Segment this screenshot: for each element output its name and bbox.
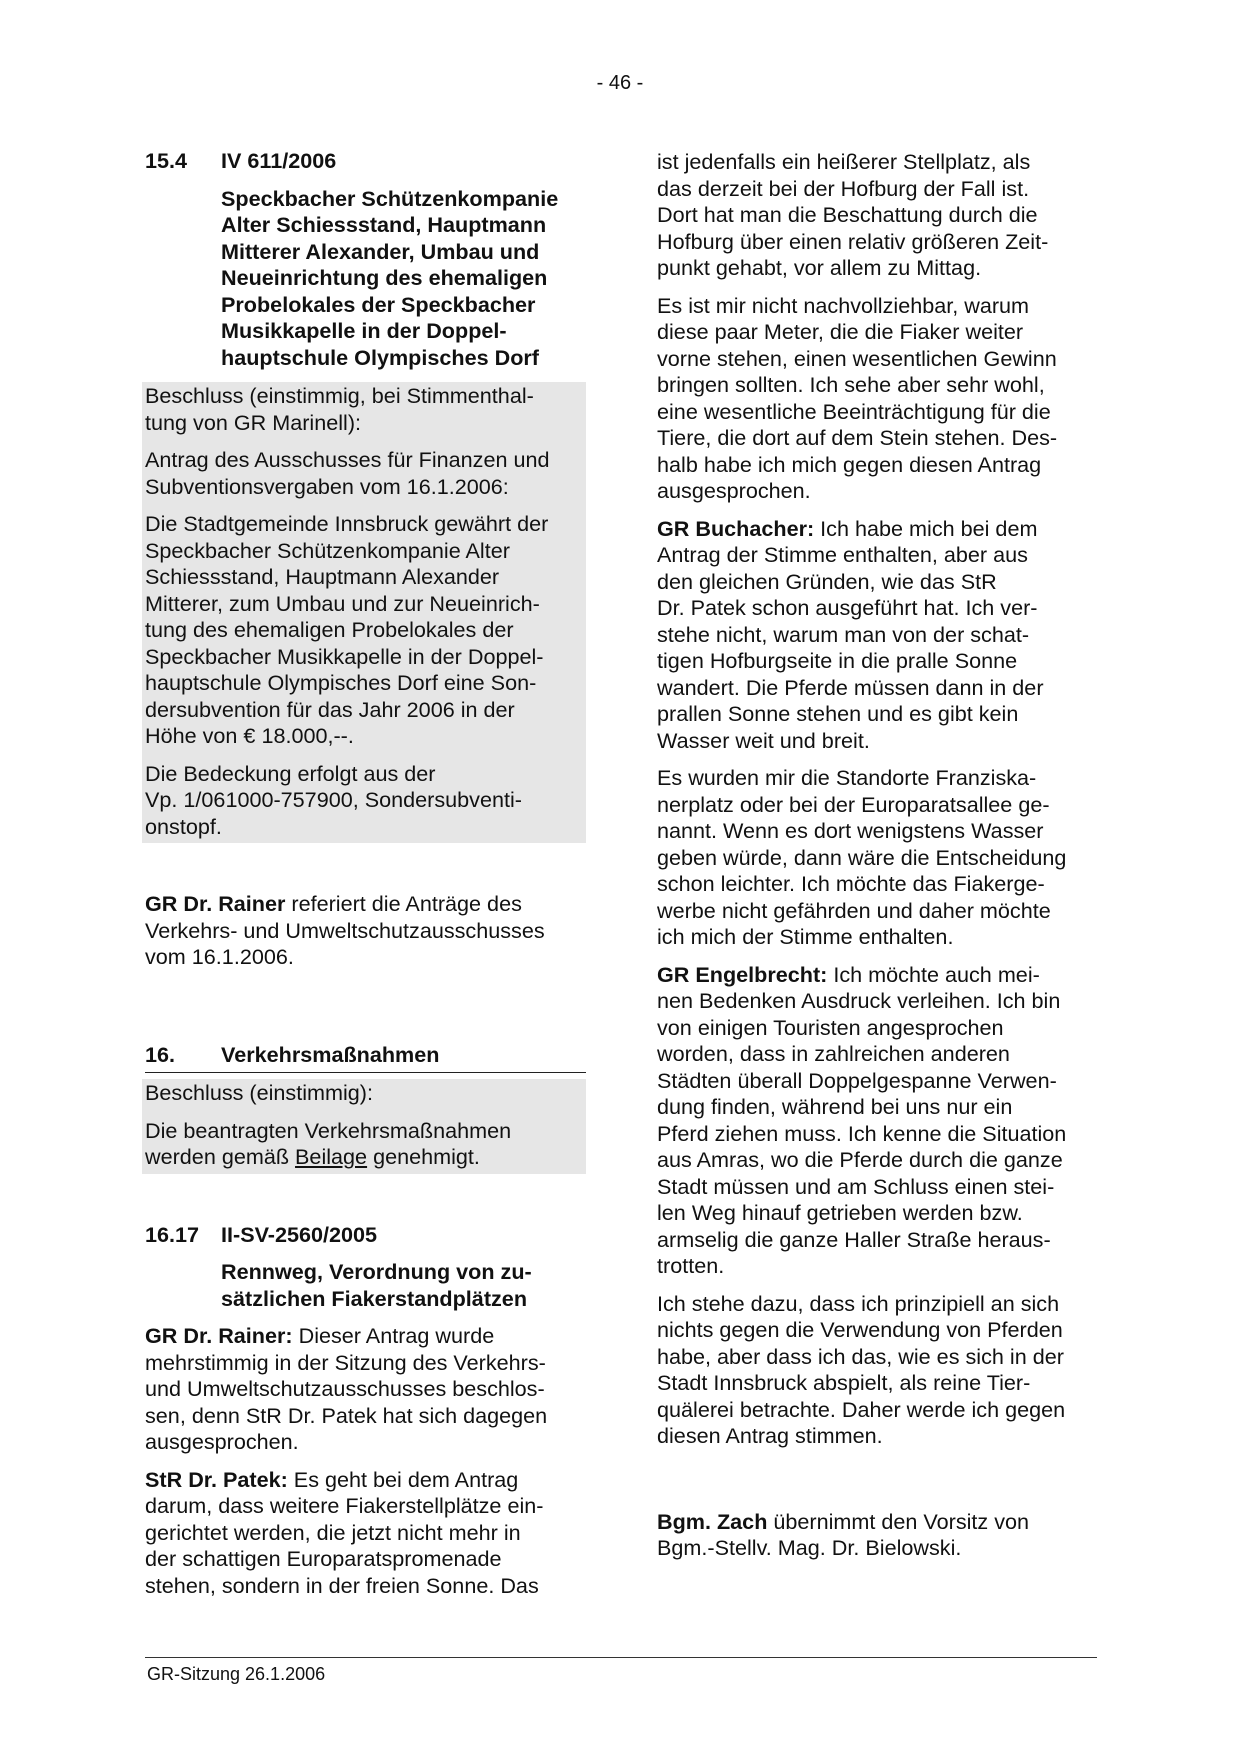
- engelbrecht-statement: GR Engelbrecht: Ich möchte auch mei- nen Bedenken Ausdruck verleihen. Ich bin von einigen Touristen angesprochen worden, dass in zahlreichen anderen Städten überall Doppelgespanne Verwen- dung finden, während bei uns nur ein Pferd ziehen muss. Ich kenne die Situation aus Amras, wo die Pferde durch die ganze Stadt müssen und am Schluss einen stei- len Weg hinauf getrieben werden bzw. armselig die ganze Haller Straße heraus- trotten.: [657, 961, 1067, 1278]
- speaker-name: Bgm. Zach: [657, 1508, 768, 1534]
- item-title-15-4: [221, 186, 586, 372]
- speaker-name: StR Dr. Patek:: [145, 1466, 288, 1492]
- zach-chair-note: Bgm. Zach übernimmt den Vorsitz von Bgm.-Stellv. Mag. Dr. Bielowski.: [657, 1508, 1030, 1560]
- title-line: Rennweg, Verordnung von zu-: [221, 1259, 532, 1284]
- item-heading-16-17: [145, 1222, 586, 1249]
- page-number: - 46 -: [596, 72, 644, 94]
- right-column: [657, 149, 1097, 1573]
- beilage-link[interactable]: Beilage: [295, 1144, 368, 1169]
- rainer-intro-paragraph: GR Dr. Rainer referiert die Anträge des Verkehrs- und Umweltschutzausschusses vom 16.1.2006.: [145, 891, 545, 969]
- title-line: hauptschule Olympisches Dorf: [221, 344, 539, 370]
- title-line: Mitterer Alexander, Umbau und: [221, 238, 540, 264]
- coverage-text: Die Bedeckung erfolgt aus der Vp. 1/061000-757900, Sondersubventi- onstopf.: [145, 760, 522, 839]
- title-line: Probelokales der Speckbacher: [221, 291, 536, 317]
- resolution-box-15-4: [142, 382, 586, 843]
- speaker-name: GR Dr. Rainer: [145, 891, 286, 916]
- item-heading-15-4: [145, 148, 586, 175]
- section-title: Verkehrsmaßnahmen: [221, 1041, 440, 1067]
- decision-text: Beschluss (einstimmig, bei Stimmenthal- tung von GR Marinell):: [145, 383, 534, 435]
- title-line: Neueinrichtung des ehemaligen: [221, 265, 548, 290]
- footer-session-date: GR-Sitzung 26.1.2006: [147, 1664, 326, 1684]
- engelbrecht-paragraph-2: Ich stehe dazu, dass ich prinzipiell an sich nichts gegen die Verwendung von Pferden habe, aber dass ich das, wie es sich in der Stadt Innsbruck abspielt, als reine Tier- quälerei betrachte. Daher werde ich gegen diesen Antrag stimmen.: [657, 1290, 1066, 1448]
- buchacher-statement: GR Buchacher: Ich habe mich bei dem Antrag der Stimme enthalten, aber aus den gleichen Gründen, wie das StR Dr. Patek schon ausgeführt hat. Ich ver- stehe nicht, warum man von der schat- tigen Hofburgseite in die pralle Sonne wandert. Die Pferde müssen dann in der prallen Sonne stehen und es gibt kein Wasser weit und breit.: [657, 515, 1044, 753]
- footer-divider: [145, 1657, 1097, 1658]
- patek-statement-continued: ist jedenfalls ein heißerer Stellplatz, als das derzeit bei der Hofburg der Fall ist. Dort hat man die Beschattung durch die Hofburg über einen relativ größeren Zeit- punkt gehabt, vor allem zu Mittag.: [657, 149, 1049, 280]
- rainer-statement: GR Dr. Rainer: Dieser Antrag wurde mehrstimmig in der Sitzung des Verkehrs- und Umweltschutzausschusses beschlos- sen, denn StR Dr. Patek hat sich dagegen ausgesprochen.: [145, 1323, 548, 1454]
- grant-text: Die Stadtgemeinde Innsbruck gewährt der Speckbacher Schützenkompanie Alter Schiessstand, Hauptmann Alexander Mitterer, zum Umbau und zur Neueinrich- tung des ehemaligen Probelokales der Speckbacher Musikkapelle in der Doppel- hauptschule Olympisches Dorf eine Son- dersubvention für das Jahr 2006 in der Höhe von € 18.000,--.: [145, 511, 549, 748]
- patek-statement: StR Dr. Patek: Es geht bei dem Antrag darum, dass weitere Fiakerstellplätze ein- gerichtet werden, die jetzt nicht mehr in der schattigen Europaratspromenade stehen, sondern in der freien Sonne. Das: [145, 1466, 544, 1598]
- section-number: 16.: [145, 1041, 176, 1067]
- title-line: Speckbacher Schützenkompanie: [221, 185, 559, 211]
- title-line: Alter Schiessstand, Hauptmann: [221, 212, 547, 237]
- decision-text: Beschluss (einstimmig):: [145, 1080, 373, 1105]
- resolution-box-16: [142, 1079, 586, 1174]
- patek-paragraph-2: Es ist mir nicht nachvollziehbar, warum diese paar Meter, die die Fiaker weiter vorne stehen, einen wesentlichen Gewinn bringen sollten. Ich sehe aber sehr wohl, eine wesentliche Beeinträchtigung für die Tiere, die dort auf dem Stein stehen. Des- halb habe ich mich gegen diesen Antrag ausgesprochen.: [657, 292, 1058, 503]
- motion-text: Antrag des Ausschusses für Finanzen und Subventionsvergaben vom 16.1.2006:: [145, 447, 550, 499]
- item-code: IV 611/2006: [221, 148, 337, 173]
- speaker-name: GR Buchacher:: [657, 515, 815, 541]
- item-code: II-SV-2560/2005: [221, 1221, 378, 1247]
- section-heading-16: [145, 1042, 586, 1074]
- item-number: 15.4: [145, 148, 188, 173]
- title-line: sätzlichen Fiakerstandplätzen: [221, 1285, 528, 1311]
- traffic-measures-text: Die beantragten Verkehrsmaßnahmen werden gemäß Beilage genehmigt.: [145, 1117, 512, 1169]
- speaker-name: GR Dr. Rainer:: [145, 1323, 293, 1348]
- item-number: 16.17: [145, 1221, 200, 1247]
- speaker-name: GR Engelbrecht:: [657, 961, 828, 987]
- title-line: Musikkapelle in der Doppel-: [221, 318, 507, 343]
- item-title-16-17: [221, 1259, 586, 1312]
- left-column: [145, 148, 586, 1610]
- buchacher-paragraph-2: Es wurden mir die Standorte Franziska- nerplatz oder bei der Europaratsallee ge- nannt. Wenn es dort wenigstens Wasser geben würde, dann wäre die Entscheidung schon leichter. Ich möchte das Fiakerge- werbe nicht gefährden und daher möchte ich mich der Stimme enthalten.: [657, 765, 1067, 949]
